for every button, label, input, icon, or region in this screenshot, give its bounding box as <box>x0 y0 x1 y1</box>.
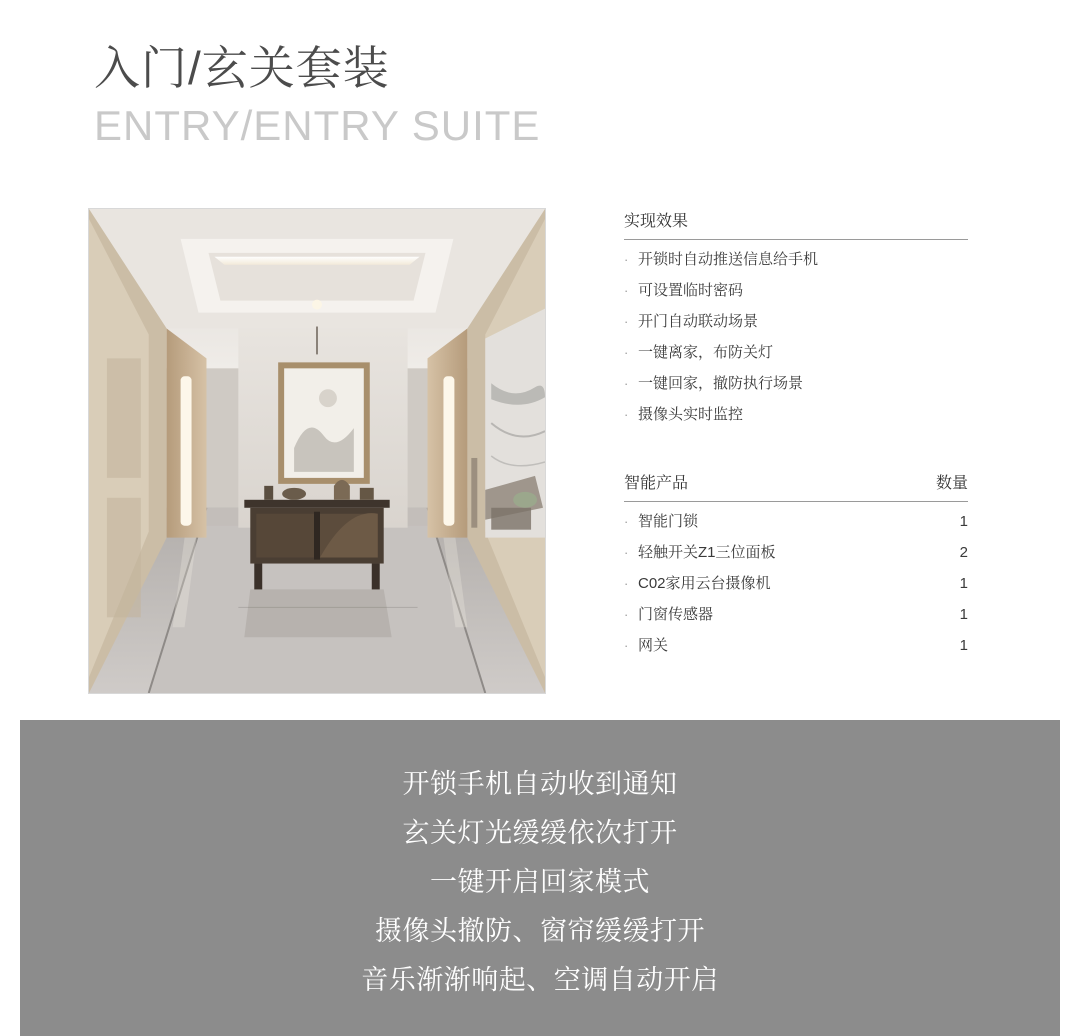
scenario-line: 摄像头撤防、窗帘缓缓打开 <box>375 916 705 946</box>
effects-list <box>624 240 968 426</box>
effect-text: 开门自动联动场景 <box>638 313 759 330</box>
effect-text: 可设置临时密码 <box>638 282 744 299</box>
product-name: 网关 <box>638 637 669 654</box>
table-row <box>624 533 968 564</box>
product-qty: 1 <box>959 575 968 592</box>
scenario-line: 一键开启回家模式 <box>430 867 650 897</box>
table-row <box>624 564 968 595</box>
bullet-dot-icon: · <box>624 314 629 329</box>
product-qty: 1 <box>959 513 968 530</box>
product-name: 智能门锁 <box>638 513 699 530</box>
entryway-photo-illustration <box>89 209 545 693</box>
page-header <box>94 40 540 152</box>
products-qty-heading: 数量 <box>935 475 968 492</box>
info-column <box>624 208 968 657</box>
content-area <box>0 208 1080 694</box>
list-item <box>624 302 968 333</box>
effects-section <box>624 208 968 426</box>
scenario-band <box>20 720 1060 1036</box>
list-item <box>624 395 968 426</box>
products-heading: 智能产品 <box>624 475 689 492</box>
scenario-line: 开锁手机自动收到通知 <box>402 769 678 799</box>
bullet-dot-icon: · <box>624 252 629 267</box>
effect-text: 一键离家，布防关灯 <box>638 344 774 361</box>
bullet-dot-icon: · <box>624 345 629 360</box>
bullet-dot-icon: · <box>624 576 629 591</box>
product-name: 轻触开关Z1三位面板 <box>638 544 776 561</box>
product-name: C02家用云台摄像机 <box>638 575 771 592</box>
product-qty: 2 <box>959 544 968 561</box>
list-item <box>624 240 968 271</box>
effect-text: 开锁时自动推送信息给手机 <box>638 251 819 268</box>
bullet-dot-icon: · <box>624 283 629 298</box>
products-heading-row <box>624 470 968 502</box>
effect-text: 一键回家，撤防执行场景 <box>638 375 804 392</box>
page-title: 入门/玄关套装 <box>94 42 390 94</box>
list-item <box>624 364 968 395</box>
effects-heading-row <box>624 208 968 240</box>
bullet-dot-icon: · <box>624 514 629 529</box>
product-qty: 1 <box>959 606 968 623</box>
product-qty: 1 <box>959 637 968 654</box>
bullet-dot-icon: · <box>624 607 629 622</box>
table-row <box>624 502 968 533</box>
products-section <box>624 470 968 657</box>
scenario-line: 玄关灯光缓缓依次打开 <box>402 818 678 848</box>
bullet-dot-icon: · <box>624 376 629 391</box>
bullet-dot-icon: · <box>624 545 629 560</box>
effect-text: 摄像头实时监控 <box>638 406 744 423</box>
bullet-dot-icon: · <box>624 638 629 653</box>
list-item <box>624 271 968 302</box>
table-row <box>624 595 968 626</box>
bullet-dot-icon: · <box>624 407 629 422</box>
scenario-line: 音乐渐渐响起、空调自动开启 <box>361 965 719 995</box>
page-subtitle: ENTRY/ENTRY SUITE <box>94 102 541 149</box>
effects-heading: 实现效果 <box>624 213 689 230</box>
entryway-photo <box>88 208 546 694</box>
list-item <box>624 333 968 364</box>
product-name: 门窗传感器 <box>638 606 714 623</box>
table-row <box>624 626 968 657</box>
products-list <box>624 502 968 657</box>
